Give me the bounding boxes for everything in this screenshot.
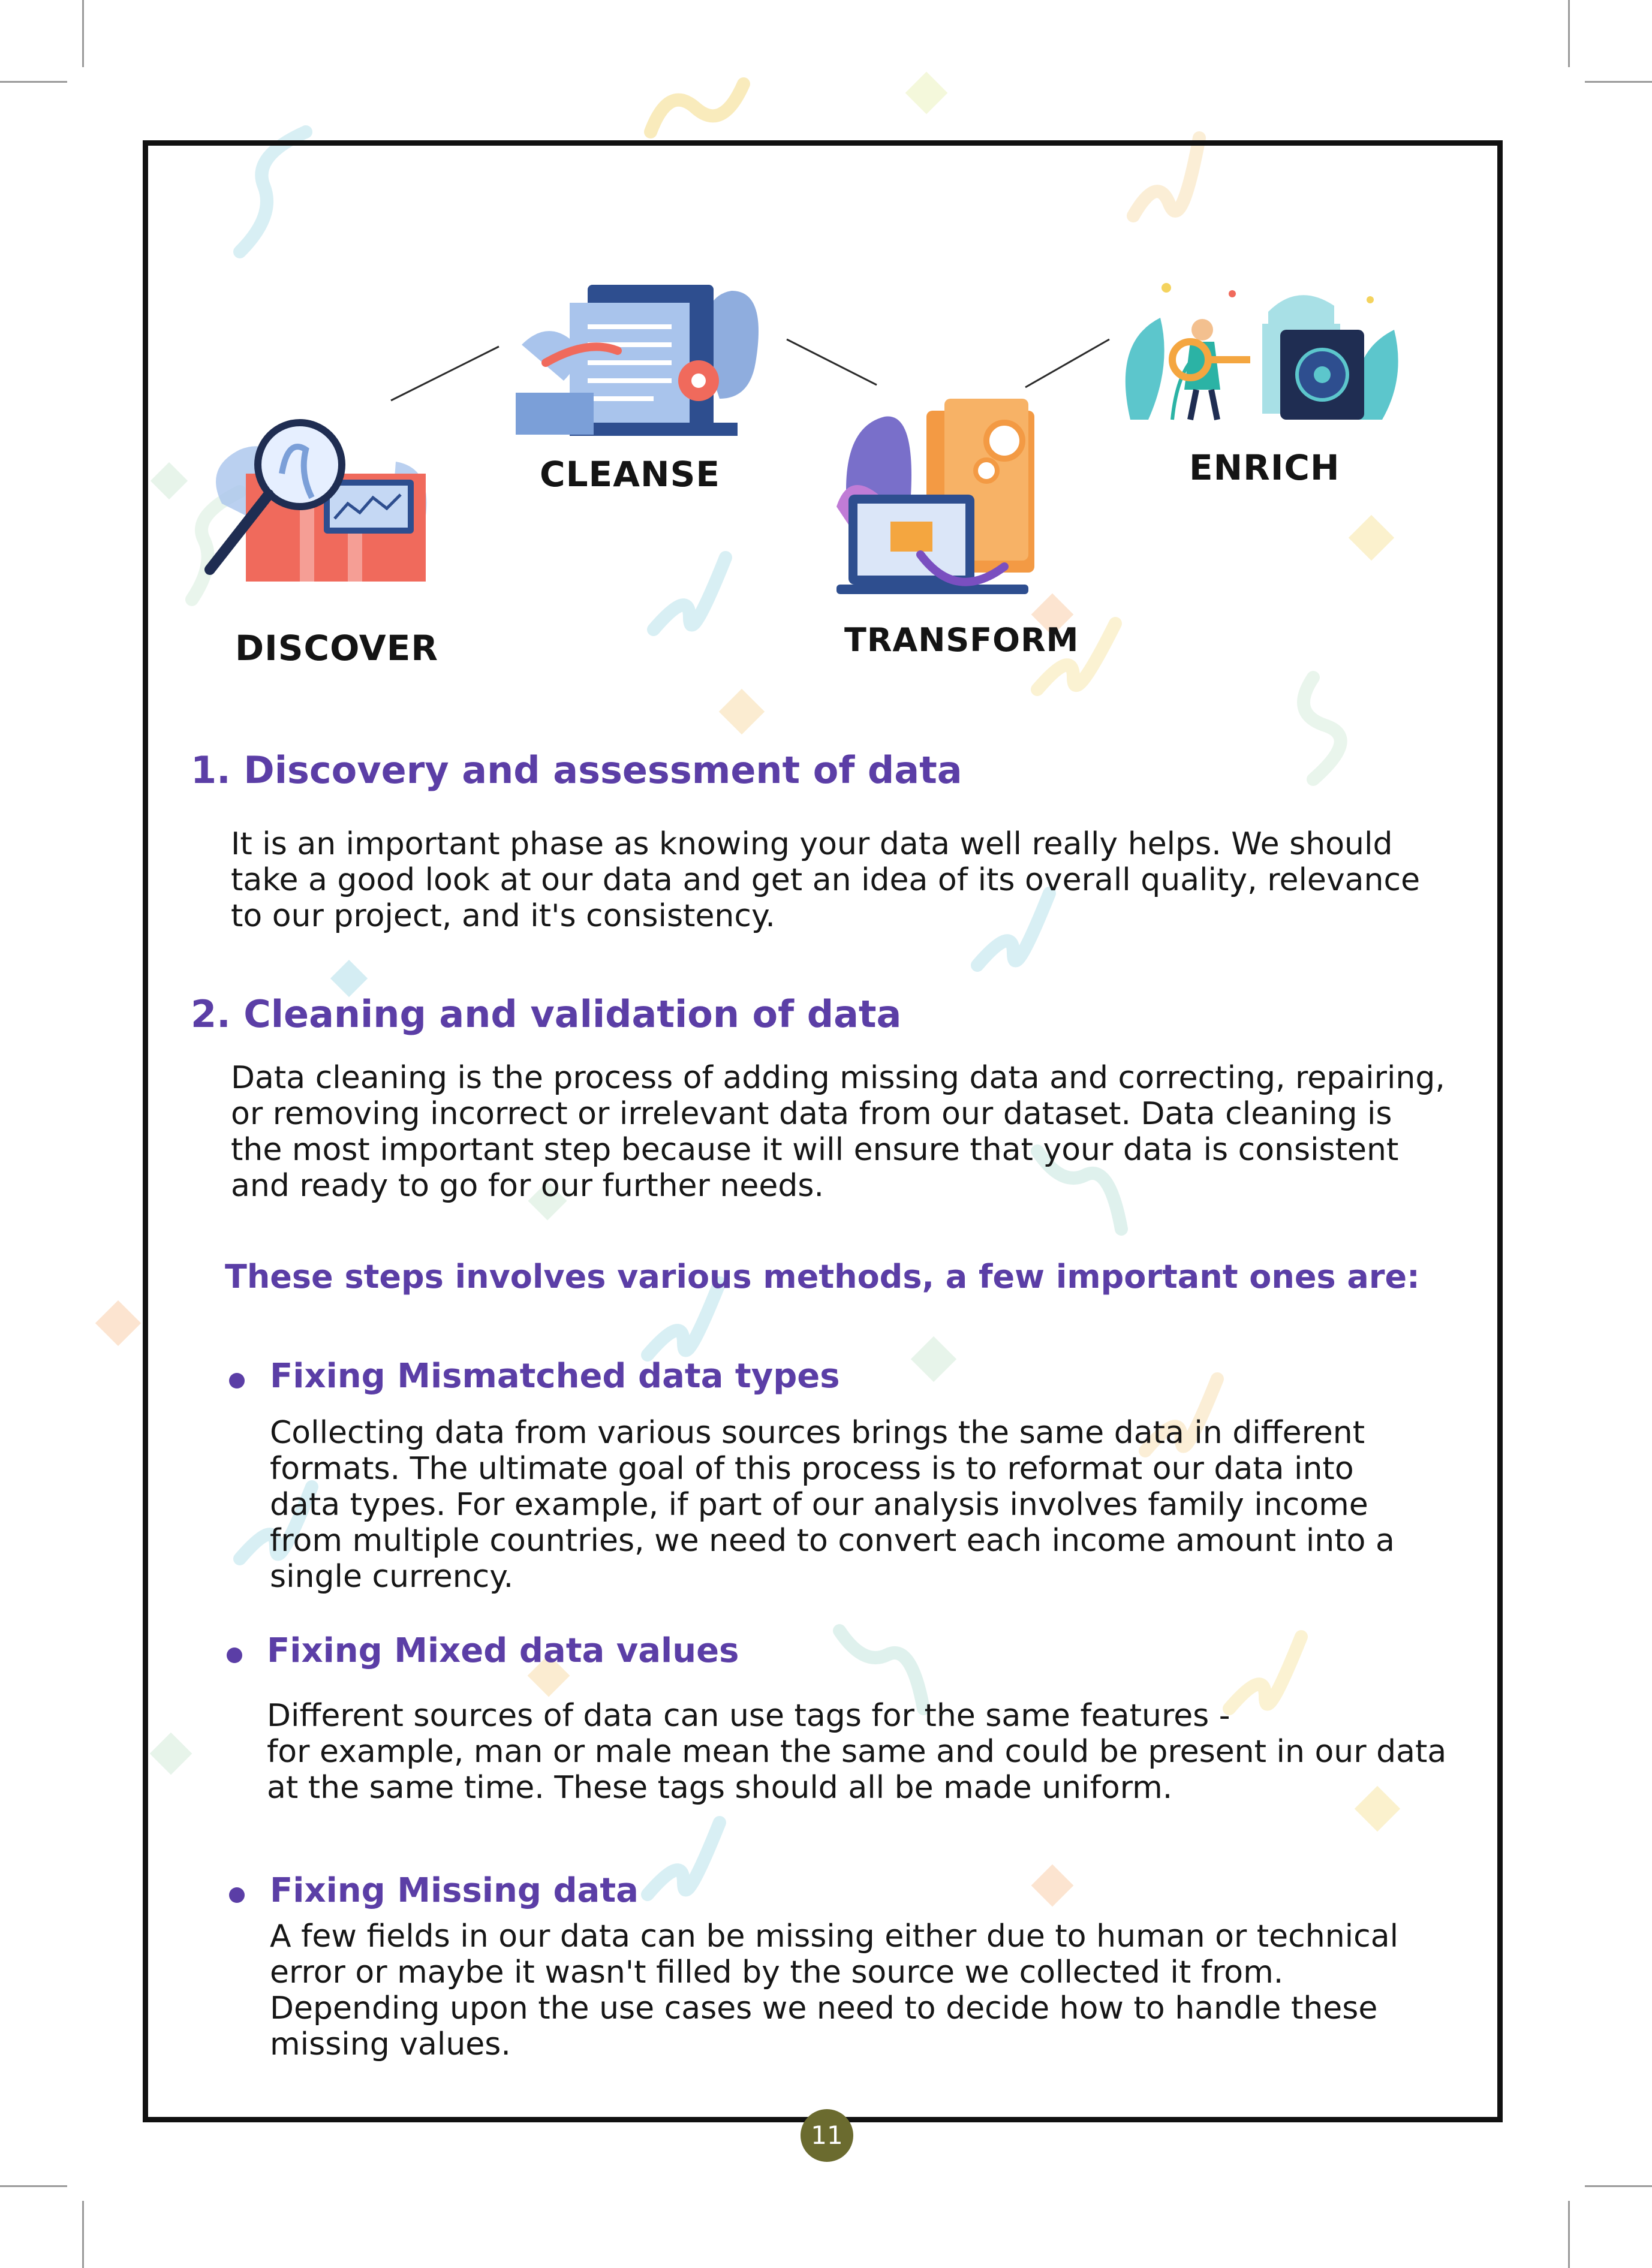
method-title-mixed-values: Fixing Mixed data values (267, 1631, 739, 1670)
paragraph-line: or removing incorrect or irrelevant data from our dataset. Data cleaning is (231, 1096, 1392, 1132)
method-title-mismatched-types: Fixing Mismatched data types (270, 1357, 840, 1396)
paragraph-line: for example, man or male mean the same and could be present in our data (267, 1734, 1447, 1770)
paragraph-line: error or maybe it wasn't filled by the source we collected it from. (270, 1954, 1284, 1990)
paragraph-line: formats. The ultimate goal of this process is to reformat our data into (270, 1451, 1354, 1487)
cleanse-illustration (510, 273, 774, 441)
paragraph-line: Data cleaning is the process of adding missing data and correcting, repairing, (231, 1060, 1445, 1096)
step-transform-label: TRANSFORM (844, 621, 1079, 659)
enrich-illustration (1112, 270, 1412, 432)
bullet-dot (229, 1373, 245, 1388)
paragraph-line: data types. For example, if part of our analysis involves family income (270, 1487, 1368, 1523)
paragraph-line: at the same time. These tags should all be made uniform. (267, 1770, 1173, 1806)
paragraph-line: to our project, and it's consistency. (231, 898, 775, 934)
section-heading-cleaning: 2. Cleaning and validation of data (191, 992, 902, 1036)
transform-illustration (836, 393, 1052, 609)
paragraph-line: and ready to go for our further needs. (231, 1168, 825, 1204)
paragraph-line: take a good look at our data and get an idea of its overall quality, relevance (231, 862, 1421, 898)
paragraph-line: Collecting data from various sources brings the same data in different (270, 1415, 1365, 1451)
paragraph-line: from multiple countries, we need to convert each income amount into a (270, 1523, 1395, 1559)
step-discover-label: DISCOVER (235, 628, 438, 668)
page-number-badge: 11 (801, 2109, 853, 2162)
paragraph-line: single currency. (270, 1559, 514, 1595)
method-title-missing-data: Fixing Missing data (270, 1871, 639, 1910)
paragraph-line: Different sources of data can use tags for the same features - (267, 1698, 1230, 1734)
methods-intro: These steps involves various methods, a few important ones are: (225, 1258, 1420, 1296)
step-enrich-label: ENRICH (1189, 447, 1340, 488)
paragraph-line: A few fields in our data can be missing either due to human or technical (270, 1918, 1399, 1954)
paragraph-line: It is an important phase as knowing your data well really helps. We should (231, 826, 1393, 862)
paragraph-line: missing values. (270, 2026, 511, 2062)
section-heading-discovery: 1. Discovery and assessment of data (191, 748, 962, 792)
bullet-dot (229, 1887, 245, 1903)
bullet-dot (227, 1647, 242, 1663)
step-cleanse-label: CLEANSE (540, 454, 720, 495)
discover-illustration (198, 414, 450, 594)
paragraph-line: the most important step because it will ensure that your data is consistent (231, 1132, 1399, 1168)
paragraph-line: Depending upon the use cases we need to decide how to handle these (270, 1990, 1378, 2026)
